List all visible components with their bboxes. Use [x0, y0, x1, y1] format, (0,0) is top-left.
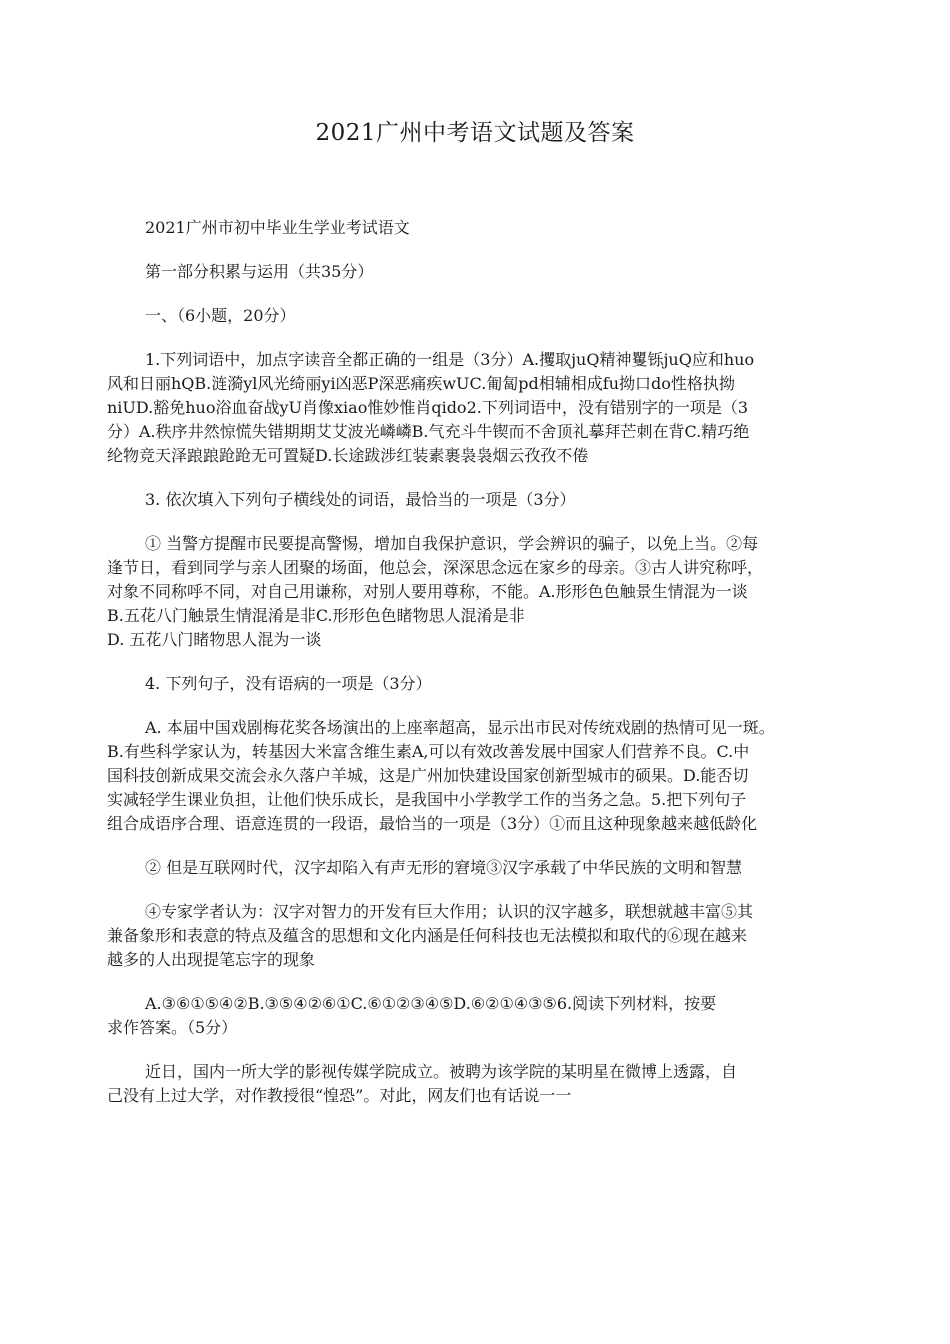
page-title: 2021广州中考语文试题及答案 — [315, 120, 635, 146]
question-4 — [107, 672, 842, 696]
question-4-body — [107, 716, 842, 836]
text-line: 组合成语序合理、语意连贯的一段语，最恰当的一项是（3分）①而且这种现象越来越低龄化 — [107, 814, 758, 833]
question-3-body — [107, 532, 842, 652]
text-line: 一、（6小题，20分） — [145, 306, 296, 325]
text-line: 越多的人出现提笔忘字的现象 — [107, 950, 316, 969]
text-line: ② 但是互联网时代，汉字却陷入有声无形的窘境③汉字承载了中华民族的文明和智慧 — [145, 858, 743, 877]
text-line: 己没有上过大学，对作教授很“惶恐”。对此，网友们也有话说一一 — [107, 1086, 572, 1105]
text-line: 对象不同称呼不同，对自己用谦称，对别人要用尊称，不能。A.形形色色触景生情混为一谈 — [107, 582, 748, 601]
text-line: 1.下列词语中，加点字读音全都正确的一组是（3分）A.攫取juQ精神矍铄juQ应和huo — [145, 350, 755, 369]
question-5-item-4 — [107, 900, 842, 972]
text-line: 兼备象形和表意的特点及蕴含的思想和文化内涵是任何科技也无法模拟和取代的⑥现在越来 — [107, 926, 748, 945]
text-line: 实减轻学生课业负担，让他们快乐成长，是我国中小学教学工作的当务之急。5.把下列句子 — [107, 790, 747, 809]
exam-heading — [107, 216, 842, 240]
text-line: niUD.豁免huo浴血奋战yU肖像xiao惟妙惟肖qido2.下列词语中，没有错别字的一项是（3 — [107, 398, 749, 417]
text-line: A. 本届中国戏剧梅花奖各场演出的上座率超高，显示出市民对传统戏剧的热情可见一斑。 — [145, 718, 775, 737]
text-line: B.有些科学家认为，转基因大米富含维生素A,可以有效改善发展中国家人们营养不良。C.中 — [107, 742, 750, 761]
text-line: 第一部分积累与运用（共35分） — [145, 262, 374, 281]
text-line: 逢节日，看到同学与亲人团聚的场面，他总会，深深思念远在家乡的母亲。③古人讲究称呼， — [107, 558, 764, 577]
text-line: ④专家学者认为：汉字对智力的开发有巨大作用；认识的汉字越多，联想就越丰富⑤其 — [145, 902, 754, 921]
question-1-2 — [107, 348, 842, 468]
text-line: ① 当警方提醒市民要提高警惕，增加自我保护意识，学会辨识的骗子，以免上当。②每 — [145, 534, 759, 553]
question-5-options — [107, 992, 842, 1040]
text-line: A.③⑥①⑤④②B.③⑤④②⑥①C.⑥①②③④⑤D.⑥②①④③⑤6.阅读下列材料，按要 — [145, 994, 717, 1013]
text-line: 纶物竞天泽踉踉跄跄无可置疑D.长途跋涉红装素裹袅袅烟云孜孜不倦 — [107, 446, 589, 465]
text-line: B.五花八门触景生情混淆是非C.形形色色睹物思人混淆是非 — [107, 606, 525, 625]
section-heading — [107, 260, 842, 284]
question-3 — [107, 488, 842, 512]
text-line: 分）A.秩序井然惊慌失错期期艾艾波光嶙嶙B.气充斗牛锲而不舍顶礼摹拜芒刺在背C.精巧绝 — [107, 422, 750, 441]
question-6-material — [107, 1060, 842, 1108]
text-line: 风和日丽hQB.涟漪yl风光绮丽yi凶恶P深恶痛疾wUC.匍匐pd相辅相成fu拗口do性格执拗 — [107, 374, 735, 393]
text-line: 求作答案。（5分） — [107, 1018, 238, 1037]
text-line: 2021广州市初中毕业生学业考试语文 — [145, 218, 410, 237]
text-line: 4. 下列句子，没有语病的一项是（3分） — [145, 674, 432, 693]
text-line: 3. 依次填入下列句子横线处的词语，最恰当的一项是（3分） — [145, 490, 576, 509]
text-line: 近日，国内一所大学的影视传媒学院成立。被聘为该学院的某明星在微博上透露，自 — [145, 1062, 738, 1081]
document-body — [107, 216, 842, 1108]
text-line: 国科技创新成果交流会永久落户羊城，这是广州加快建设国家创新型城市的硕果。D.能否切 — [107, 766, 749, 785]
text-line: D. 五花八门睹物思人混为一谈 — [107, 630, 322, 649]
question-group-heading — [107, 304, 842, 328]
question-5-item-2 — [107, 856, 842, 880]
